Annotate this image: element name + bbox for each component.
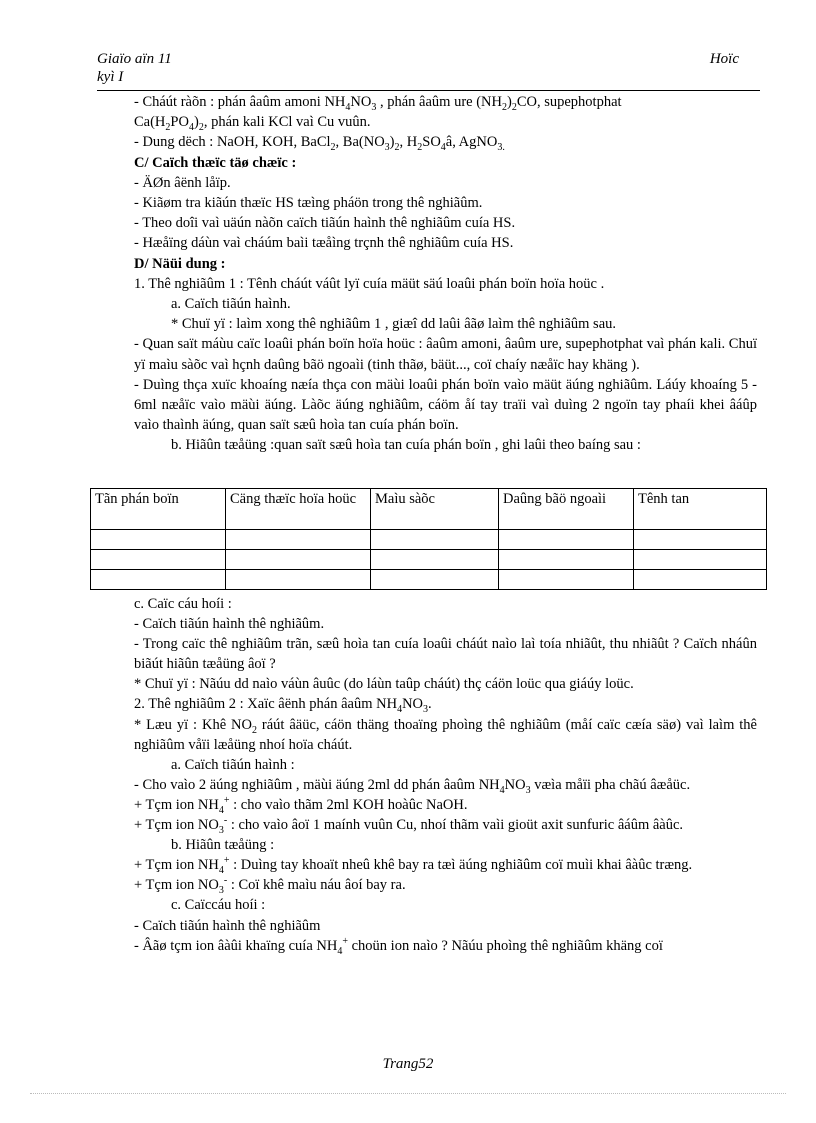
list-item: + Tçm ion $NO_3^-$ : Coï khê maìu náu âoí bay ra.	[134, 875, 406, 897]
experiment-2-result: b. Hiãûn tæåüng :	[171, 837, 275, 854]
table-header-cell: Tênh tan	[634, 489, 767, 530]
section-c-heading: C/ Caïch thæïc täø chæïc :	[134, 154, 297, 171]
section-d-heading: D/ Näüi dung :	[134, 255, 226, 272]
table-row	[91, 530, 767, 550]
list-item: + Tçm ion $NH_4^+$ : cho vaìo thãm 2ml KOH hoàûc NaOH.	[134, 795, 468, 816]
list-item: - Caïch tiãún haình thê nghiãûm.	[134, 616, 325, 633]
page-bottom-rule	[30, 1093, 786, 1094]
header-right-title: Hoïc	[709, 51, 739, 67]
paragraph-observe: - Quan saït máùu caïc loaûi phán boïn hoïa hoüc : âaûm amoni, âaûm ure, supephotphat vaì phán kali. Chuï yï maìu sàõc vaì hçnh daûng bãö ngoaìi (tinh thãø, bäüt..., coï chaíy næåïc hay khäng ).	[134, 336, 757, 373]
experiment-1-procedure: a. Caïch tiãún haình.	[171, 296, 291, 313]
table-header-row	[91, 489, 767, 530]
content-top	[134, 92, 757, 456]
table-header-cell: Maìu sàõc	[371, 489, 499, 530]
list-item: + Tçm ion $NH_4^+$ : Duìng tay khoaït nheû khê bay ra tæì äúng nghiãûm coï muìi khai âàûc træng.	[134, 855, 693, 877]
table-header-cell: Cäng thæïc hoïa hoüc	[226, 489, 371, 530]
table-row	[91, 570, 767, 590]
list-item: - Caïch tiãún haình thê nghiãûm	[134, 917, 321, 934]
list-item: - Trong caïc thê nghiãûm trãn, sæû hoìa tan cuía loaûi cháút naìo laì toía nhiãût, thu nhiãût ? Caïch nháûn biãút hiãûn tæåüng âoï ?	[134, 636, 757, 673]
content-bottom	[134, 594, 757, 956]
experiment-2-questions: c. Caïccáu hoíi :	[171, 897, 266, 914]
header-left-title: Giaïo aïn 11	[97, 51, 172, 67]
experiment-2-procedure: a. Caïch tiãún haình :	[171, 756, 295, 773]
list-item: + Tçm ion $NO_3^-$ : cho vaìo âoï 1 maính vuûn Cu, nhoí thãm vaìi gioüt axit sunfuric âáûm âàûc.	[134, 815, 684, 836]
note-filter: * Chuï yï : Nãúu dd naìo váùn âuûc (do láùn taûp cháút) thç cáön loüc qua giáúy loüc.	[134, 676, 634, 693]
list-item: - Theo doîi vaì uäún nàõn caïch tiãún haình thê nghiãûm cuía HS.	[134, 215, 516, 232]
table-row	[91, 550, 767, 570]
line-solutions: - Dung dëch : NaOH, KOH, BaCl$_2$, $Ba(NO_3)_2$, $H_2SO_4â$, AgNO$_{3.}$	[134, 134, 505, 154]
results-table	[90, 488, 767, 590]
table-header-cell: Daûng bãö ngoaìi	[499, 489, 634, 530]
experiment-1-title: 1. Thê nghiãûm 1 : Tênh cháút váût lyï cuía mäüt säú loaûi phán boïn hoïa hoüc .	[134, 275, 605, 292]
list-item: - ÄØn âënh låïp.	[134, 174, 231, 191]
table-header-cell: Tãn phán boïn	[91, 489, 226, 530]
experiment-1-result: b. Hiãûn tæåüng :quan saït sæû hoìa tan cuía phán boïn , ghi laûi theo baíng sau :	[171, 437, 641, 454]
line-materials-solid-2: $Ca(H_2PO_4)_2$, phán kali KCl vaì Cu vuûn.	[134, 114, 371, 134]
line-materials-solid: - Cháút ràõn : phán âaûm amoni $NH_4NO_3$ , phán âaûm ure $(NH_2)_2CO$, supephotphat	[134, 94, 622, 113]
list-item: - Cho vaìo 2 äúng nghiãûm , mäùi äúng 2ml dd phán âaûm $NH_4NO_3$ væìa måïi pha chãú âæåüc.	[134, 776, 691, 796]
list-item: - Âãø tçm ion âàûi khaïng cuía $NH_4^+$ choün ion naìo ? Nãúu phoìng thê nghiãûm khäng coï	[134, 935, 663, 957]
header-rule	[97, 90, 760, 91]
page-number: Trang52	[382, 1056, 434, 1072]
header-left-term: kyì I	[97, 69, 124, 85]
list-item: - Hæåïng dáùn vaì cháúm baìi tæåìng trçnh thê nghiãûm cuía HS.	[134, 235, 514, 252]
questions-heading: c. Caïc cáu hoíi :	[134, 596, 232, 612]
list-item: - Kiãøm tra kiãún thæïc HS tæìng pháön trong thê nghiãûm.	[134, 195, 483, 212]
experiment-2-title: 2. Thê nghiãûm 2 : Xaïc âënh phán âaûm $NH_4NO_3$.	[134, 696, 432, 716]
note-no2: * Læu yï : Khê $NO_2$ ráút âäüc, cáön thäng thoaïng phoìng thê nghiãûm (måí caïc cæía säø) vaì laìm thê nghiãûm våïi læåüng nhoí hoïa cháút.	[134, 716, 757, 753]
paragraph-dissolve: - Duìng thça xuïc khoaíng næía thça con mäùi loaûi phán boïn vaìo mäüt äúng nghiãûm. Láúy khoaíng 5 - 6ml næåïc vaìo mäùi äúng. Làõc äúng nghiãûm, cáöm åí tay traïi vaì duìng 2 ngoïn tay phaíi khei âáûp vaìo thaình äúng, quan saït sæû hoìa tan cuía phán boïn.	[134, 376, 757, 434]
experiment-1-note: * Chuï yï : laìm xong thê nghiãûm 1 , giæî dd laûi âãø laìm thê nghiãûm sau.	[171, 316, 617, 333]
